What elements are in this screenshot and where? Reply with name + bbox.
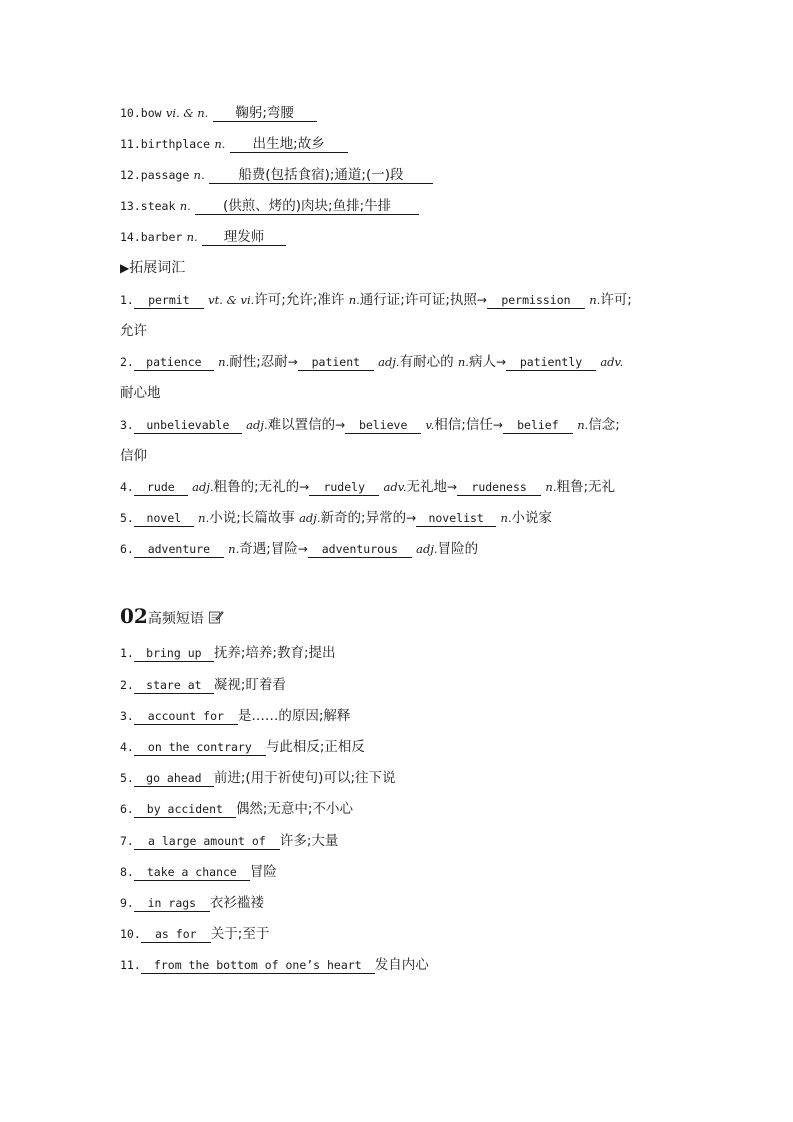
- answer-blank: 船费(包括食宿);通道;(一)段: [209, 167, 433, 184]
- part-of-speech: adj.: [246, 418, 268, 432]
- answer-blank: believe: [345, 417, 421, 434]
- extended-item-2: [120, 352, 623, 372]
- meaning: 难以置信的: [267, 417, 336, 433]
- phrase-item-2: [120, 675, 286, 695]
- answer-blank: patiently: [506, 354, 596, 371]
- item-number: 13.: [120, 199, 141, 213]
- part-of-speech: n.: [214, 137, 226, 151]
- phrase-item-10: [120, 924, 269, 944]
- meaning: 发自内心: [374, 957, 429, 973]
- answer-blank: rudely: [309, 479, 379, 496]
- item-number: 7.: [120, 834, 134, 848]
- meaning: 信仰: [120, 448, 147, 464]
- vocab-word: bow: [140, 106, 162, 120]
- meaning: 偶然;无意中;不小心: [235, 801, 353, 817]
- part-of-speech: n.: [589, 293, 601, 307]
- answer-blank: belief: [503, 417, 573, 434]
- part-of-speech: n.: [228, 542, 240, 556]
- triangle-bullet-icon: ▶: [120, 261, 130, 275]
- vocab-item-12: [120, 165, 433, 185]
- vocab-word: birthplace: [140, 137, 211, 151]
- answer-blank: 出生地;故乡: [230, 136, 348, 153]
- item-number: 6.: [120, 802, 134, 816]
- item-number: 9.: [120, 896, 134, 910]
- part-of-speech: n.: [179, 199, 191, 213]
- answer-blank: (供煎、烤的)肉块;鱼排;牛排: [195, 198, 419, 215]
- part-of-speech: adj.: [192, 480, 214, 494]
- part-of-speech: vt. & vi.: [208, 293, 255, 307]
- answer-blank: take a chance: [134, 864, 250, 881]
- meaning: 病人: [468, 354, 496, 370]
- meaning: 有耐心的: [399, 354, 454, 370]
- item-number: 10.: [120, 927, 141, 941]
- answer-blank: novel: [134, 510, 194, 527]
- answer-blank: on the contrary: [134, 739, 266, 756]
- answer-blank: permission: [487, 292, 585, 309]
- phrase-item-8: [120, 862, 277, 882]
- item-number: 2.: [120, 355, 134, 369]
- answer-blank: rude: [134, 479, 188, 496]
- meaning: 信念;: [588, 417, 620, 433]
- arrow-icon: →: [335, 418, 346, 432]
- phrase-item-3: [120, 706, 350, 726]
- answer-blank: unbelievable: [134, 417, 242, 434]
- meaning: 前进;(用于祈使句)可以;往下说: [213, 770, 396, 786]
- answer-blank: a large amount of: [134, 833, 280, 850]
- arrow-icon: →: [299, 480, 310, 494]
- meaning: 抚养;培养;教育;提出: [213, 645, 336, 661]
- answer-blank: in rags: [134, 895, 210, 912]
- phrase-item-11: [120, 955, 429, 975]
- arrow-icon: →: [492, 418, 503, 432]
- meaning: 粗鲁的;无礼的: [213, 479, 300, 495]
- part-of-speech: n.: [545, 480, 557, 494]
- arrow-icon: →: [297, 542, 308, 556]
- item-number: 1.: [120, 293, 134, 307]
- phrase-item-7: [120, 831, 338, 851]
- item-number: 2.: [120, 678, 134, 692]
- item-number: 3.: [120, 709, 134, 723]
- item-number: 8.: [120, 865, 134, 879]
- item-number: 5.: [120, 771, 134, 785]
- meaning: 许多;大量: [279, 833, 339, 849]
- meaning: 关于;至于: [210, 926, 270, 942]
- phrase-item-9: [120, 893, 264, 913]
- section-number: 02: [120, 604, 148, 628]
- meaning: 凝视;盯着看: [213, 677, 286, 693]
- extended-item-2-continuation: [120, 383, 161, 403]
- vocab-word: passage: [140, 168, 190, 182]
- phrase-item-6: [120, 799, 353, 819]
- item-number: 5.: [120, 511, 134, 525]
- extended-item-3-continuation: [120, 446, 147, 466]
- vocab-word: barber: [140, 230, 183, 244]
- answer-blank: adventure: [134, 541, 224, 558]
- item-number: 11.: [120, 137, 141, 151]
- item-number: 4.: [120, 480, 134, 494]
- answer-blank: bring up: [134, 645, 214, 662]
- part-of-speech: n.: [457, 355, 469, 369]
- arrow-icon: →: [447, 480, 458, 494]
- meaning: 冒险: [249, 864, 277, 880]
- meaning: 小说;长篇故事: [209, 510, 295, 526]
- vocab-item-10: [120, 103, 317, 123]
- meaning: 通行证;许可证;执照: [359, 292, 477, 308]
- item-number: 4.: [120, 740, 134, 754]
- phrases-section-heading: [120, 604, 224, 628]
- item-number: 12.: [120, 168, 141, 182]
- extended-item-1: [120, 290, 632, 310]
- item-number: 10.: [120, 106, 141, 120]
- extended-vocab-heading: [120, 258, 185, 278]
- answer-blank: rudeness: [457, 479, 541, 496]
- part-of-speech: adj.: [378, 355, 400, 369]
- part-of-speech: adj.: [416, 542, 438, 556]
- arrow-icon: →: [406, 511, 417, 525]
- meaning: 许可;: [600, 292, 632, 308]
- meaning: 与此相反;正相反: [265, 739, 365, 755]
- part-of-speech: n.: [348, 293, 360, 307]
- answer-blank: 鞠躬;弯腰: [213, 105, 317, 122]
- arrow-icon: →: [495, 355, 507, 369]
- item-number: 11.: [120, 958, 141, 972]
- extended-item-6: [120, 539, 478, 559]
- part-of-speech: adv.: [600, 355, 624, 369]
- answer-blank: novelist: [416, 510, 496, 527]
- vocab-item-14: [120, 227, 286, 247]
- extended-item-1-continuation: [120, 321, 147, 341]
- part-of-speech: n.: [500, 511, 512, 525]
- item-number: 6.: [120, 542, 134, 556]
- answer-blank: permit: [134, 292, 204, 309]
- extended-item-3: [120, 415, 620, 435]
- part-of-speech: n.: [193, 168, 205, 182]
- pen-note-icon: [208, 609, 224, 625]
- phrase-item-5: [120, 768, 396, 788]
- part-of-speech: n.: [577, 418, 589, 432]
- part-of-speech: n.: [218, 355, 230, 369]
- part-of-speech: adj.: [299, 511, 321, 525]
- part-of-speech: adv.: [383, 480, 407, 494]
- item-number: 1.: [120, 646, 134, 660]
- meaning: 无礼地: [406, 479, 448, 495]
- arrow-icon: →: [287, 355, 298, 369]
- part-of-speech: n.: [186, 230, 198, 244]
- section-heading-text: 拓展词汇: [129, 260, 186, 276]
- part-of-speech: v.: [425, 418, 435, 432]
- answer-blank: 理发师: [202, 229, 286, 246]
- meaning: 耐性;忍耐: [229, 354, 288, 370]
- section-title: 高频短语: [147, 611, 204, 627]
- answer-blank: adventurous: [308, 541, 412, 558]
- answer-blank: patient: [298, 354, 374, 371]
- part-of-speech: n.: [198, 511, 210, 525]
- answer-blank: as for: [141, 926, 211, 943]
- answer-blank: go ahead: [134, 770, 214, 787]
- phrase-item-4: [120, 737, 365, 757]
- meaning: 允许: [120, 323, 147, 339]
- vocab-item-11: [120, 134, 348, 154]
- vocab-word: steak: [140, 199, 176, 213]
- meaning: 耐心地: [120, 385, 161, 401]
- meaning: 相信;信任: [434, 417, 493, 433]
- answer-blank: account for: [134, 708, 238, 725]
- answer-blank: from the bottom of one’s heart: [141, 957, 375, 974]
- answer-blank: patience: [134, 354, 214, 371]
- meaning: 小说家: [511, 510, 553, 526]
- answer-blank: stare at: [134, 677, 214, 694]
- meaning: 冒险的: [437, 541, 479, 557]
- extended-item-5: [120, 508, 552, 528]
- item-number: 14.: [120, 230, 141, 244]
- answer-blank: by accident: [134, 801, 236, 818]
- meaning: 衣衫褴褛: [209, 895, 264, 911]
- meaning: 是……的原因;解释: [237, 708, 351, 724]
- meaning: 粗鲁;无礼: [556, 479, 616, 495]
- item-number: 3.: [120, 418, 134, 432]
- vocab-item-13: [120, 196, 419, 216]
- part-of-speech: vi. & n.: [165, 106, 209, 120]
- phrase-item-1: [120, 643, 336, 663]
- arrow-icon: →: [476, 293, 487, 307]
- meaning: 新奇的;异常的: [320, 510, 407, 526]
- extended-item-4: [120, 477, 615, 497]
- meaning: 奇遇;冒险: [239, 541, 298, 557]
- meaning: 许可;允许;准许: [254, 292, 345, 308]
